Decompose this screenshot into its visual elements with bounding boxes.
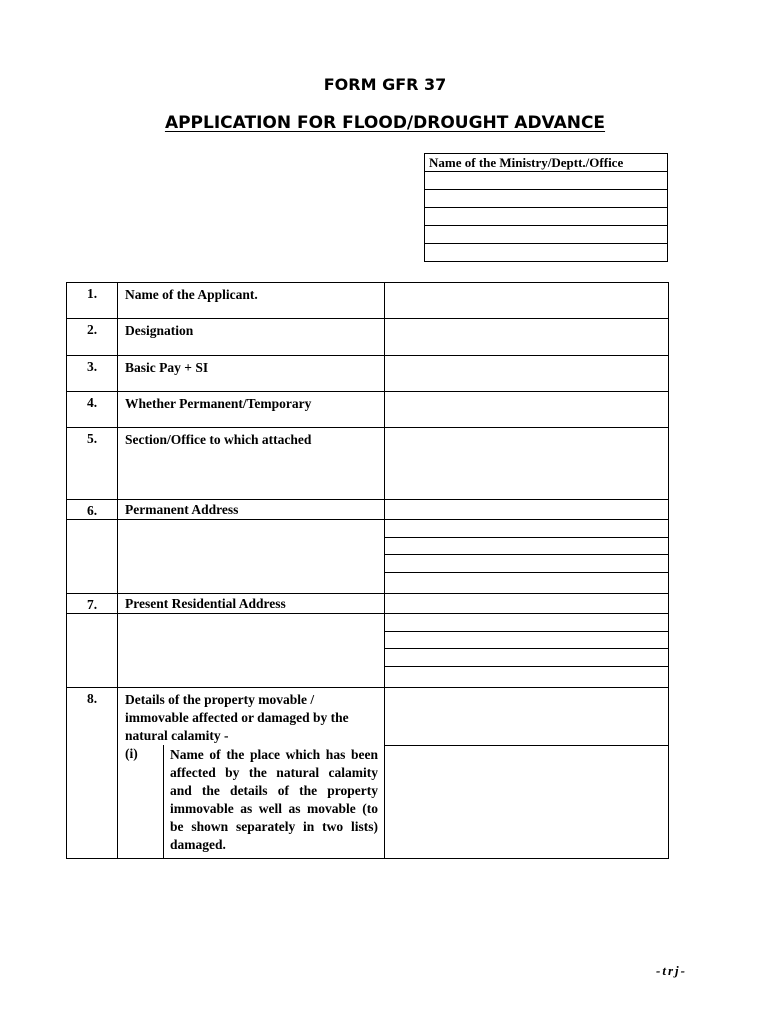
item-number: 6. [67, 500, 118, 520]
form-row-7 [67, 594, 669, 614]
form-row-2 [67, 319, 669, 356]
permanent-address-line[interactable] [385, 500, 669, 520]
item-label: Designation [118, 319, 385, 356]
item-label: Whether Permanent/Temporary [118, 392, 385, 428]
permanent-address-lines [385, 520, 668, 590]
property-details-field[interactable] [385, 688, 669, 746]
sub-item-number: (i) [118, 745, 164, 858]
sub-item-cell [118, 745, 385, 859]
application-form-table [66, 282, 669, 859]
item-number: 4. [67, 392, 118, 428]
item-number-blank [67, 614, 118, 688]
item-number: 5. [67, 428, 118, 500]
ministry-line[interactable] [425, 172, 668, 190]
item-label-blank [118, 520, 385, 594]
ministry-line[interactable] [425, 190, 668, 208]
ministry-label: Name of the Ministry/Deptt./Office [425, 154, 668, 172]
present-address-field[interactable] [385, 614, 669, 688]
address-line[interactable] [385, 667, 668, 685]
form-row-4 [67, 392, 669, 428]
place-affected-field[interactable] [385, 745, 669, 859]
employment-status-field[interactable] [385, 392, 669, 428]
item-number: 1. [67, 283, 118, 319]
form-row-1 [67, 283, 669, 319]
sub-item-table [118, 745, 384, 858]
item-number: 7. [67, 594, 118, 614]
address-line[interactable] [385, 614, 668, 632]
item-label: Present Residential Address [118, 594, 385, 614]
item-number: 2. [67, 319, 118, 356]
footer-mark: -trj- [656, 963, 687, 978]
item-label: Name of the Applicant. [118, 283, 385, 319]
present-address-lines [385, 614, 668, 684]
applicant-name-field[interactable] [385, 283, 669, 319]
form-row-6-cont [67, 520, 669, 594]
item-number: 8. [67, 688, 118, 859]
section-office-field[interactable] [385, 428, 669, 500]
ministry-line[interactable] [425, 244, 668, 262]
form-row-6 [67, 500, 669, 520]
ministry-box [424, 153, 668, 262]
form-number: FORM GFR 37 [323, 75, 447, 94]
address-line[interactable] [385, 520, 668, 538]
present-address-line[interactable] [385, 594, 669, 614]
address-line[interactable] [385, 555, 668, 573]
address-line[interactable] [385, 538, 668, 556]
ministry-line[interactable] [425, 226, 668, 244]
form-title: APPLICATION FOR FLOOD/DROUGHT ADVANCE [164, 113, 606, 133]
form-row-5 [67, 428, 669, 500]
address-line[interactable] [385, 632, 668, 650]
item-number-blank [67, 520, 118, 594]
item-number: 3. [67, 356, 118, 392]
ministry-line[interactable] [425, 208, 668, 226]
basic-pay-field[interactable] [385, 356, 669, 392]
sub-item-label: Name of the place which has been affected by the natural calamity and the details of the property immovable as well as movable (to be shown separately in two lists) damaged. [170, 747, 378, 852]
form-row-8 [67, 688, 669, 746]
permanent-address-field[interactable] [385, 520, 669, 594]
item-label-blank [118, 614, 385, 688]
item-label: Permanent Address [118, 500, 385, 520]
item-label: Section/Office to which attached [118, 428, 385, 500]
address-line[interactable] [385, 573, 668, 591]
form-row-7-cont [67, 614, 669, 688]
address-line[interactable] [385, 649, 668, 667]
form-row-8-sub [67, 745, 669, 859]
form-row-3 [67, 356, 669, 392]
item-label: Basic Pay + SI [118, 356, 385, 392]
designation-field[interactable] [385, 319, 669, 356]
item-label: Details of the property movable / immovable affected or damaged by the natural calamity - [118, 688, 385, 746]
